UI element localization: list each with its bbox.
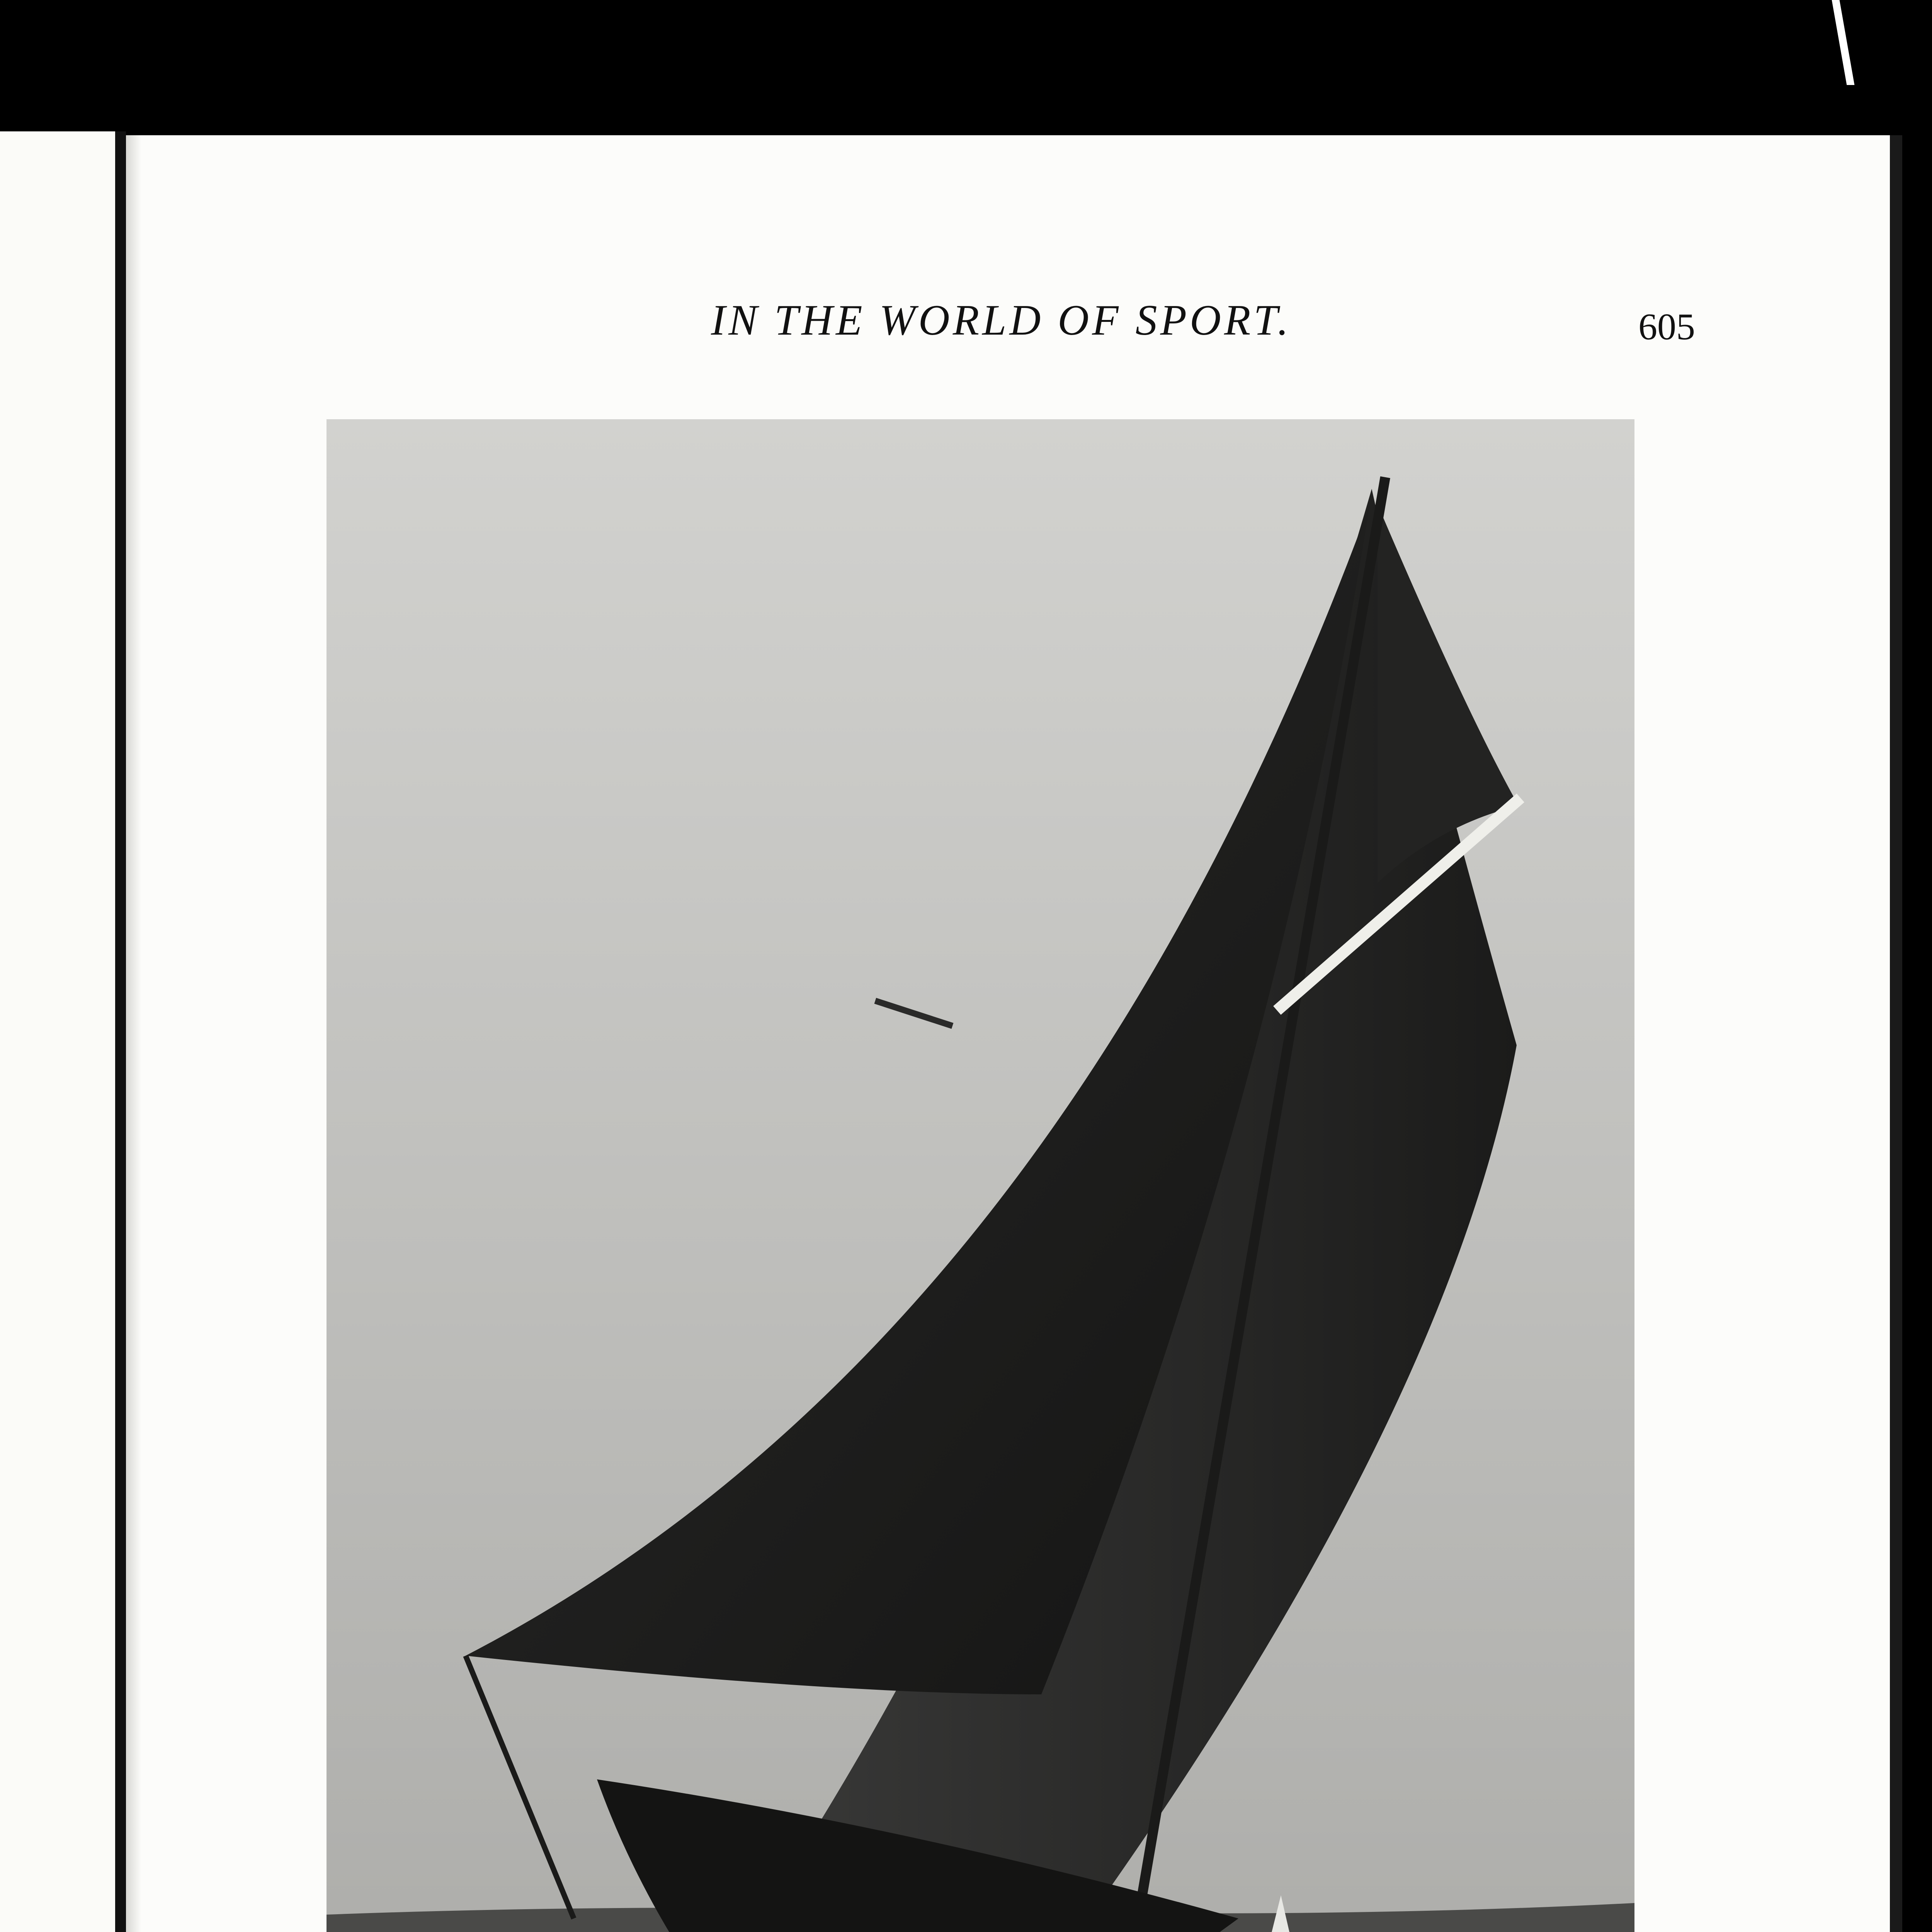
previous-page-edge bbox=[0, 131, 126, 1932]
scan-corner-mark bbox=[1832, 0, 1855, 85]
yacht-photograph bbox=[327, 419, 1634, 1932]
running-head: IN THE WORLD OF SPORT. bbox=[711, 296, 1292, 344]
sailboat-illustration bbox=[327, 419, 1634, 1932]
page-number: 605 bbox=[1638, 306, 1695, 348]
page-gutter-shadow bbox=[126, 135, 141, 1932]
page-right-edge bbox=[1890, 135, 1902, 1932]
